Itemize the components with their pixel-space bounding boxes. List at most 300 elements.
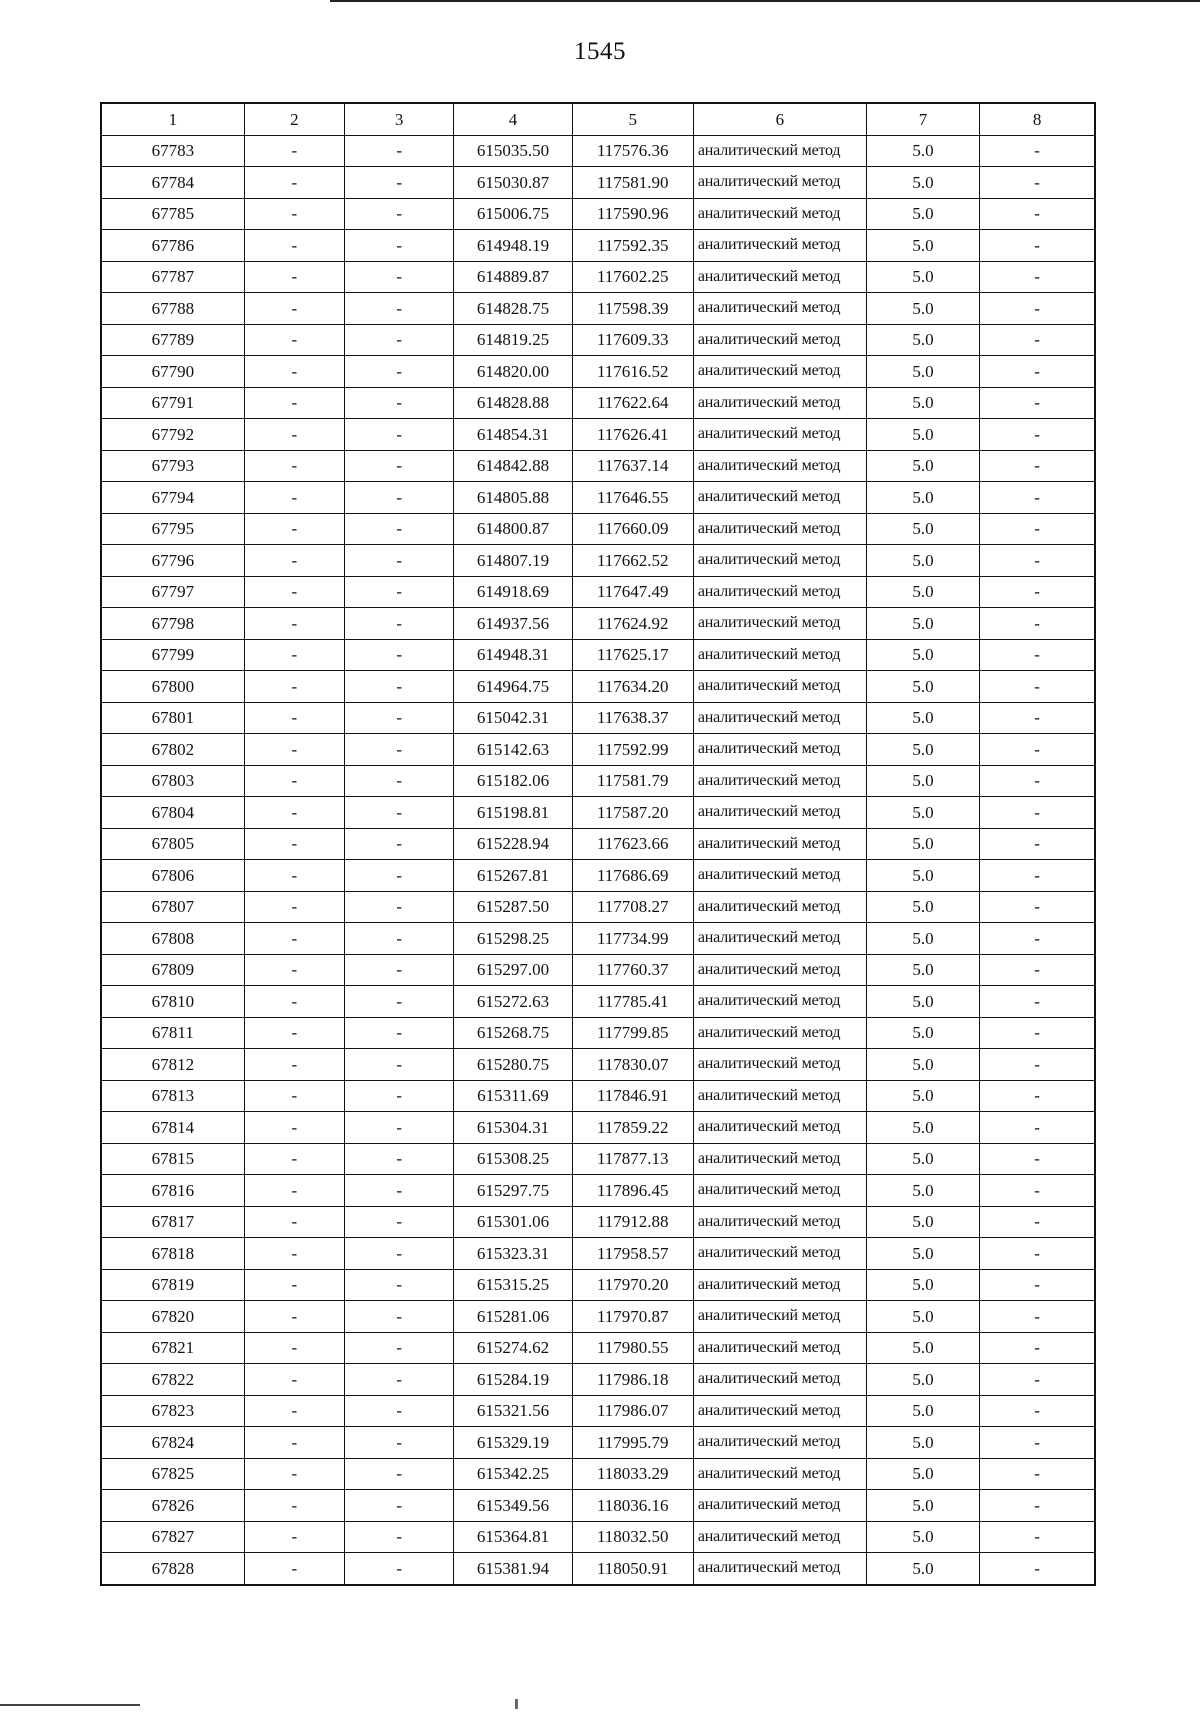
point-number-cell: 67802 — [101, 734, 244, 766]
col-2-cell: - — [244, 198, 344, 230]
accuracy-cell: 5.0 — [866, 923, 979, 955]
method-cell: аналитический метод — [693, 576, 866, 608]
col-2-cell: - — [244, 860, 344, 892]
method-cell: аналитический метод — [693, 765, 866, 797]
accuracy-cell: 5.0 — [866, 198, 979, 230]
coord-x-cell: 615142.63 — [454, 734, 572, 766]
accuracy-cell: 5.0 — [866, 1206, 979, 1238]
col-3-cell: - — [345, 1427, 454, 1459]
accuracy-cell: 5.0 — [866, 1112, 979, 1144]
coord-y-cell: 117626.41 — [572, 419, 693, 451]
coord-y-cell: 117592.99 — [572, 734, 693, 766]
method-cell: аналитический метод — [693, 1017, 866, 1049]
coord-x-cell: 614828.75 — [454, 293, 572, 325]
method-cell: аналитический метод — [693, 1175, 866, 1207]
coord-y-cell: 117587.20 — [572, 797, 693, 829]
table-row — [101, 198, 1095, 230]
col-8-cell: - — [980, 261, 1095, 293]
col-8-cell: - — [980, 1301, 1095, 1333]
accuracy-cell: 5.0 — [866, 986, 979, 1018]
coord-y-cell: 117638.37 — [572, 702, 693, 734]
col-2-cell: - — [244, 1301, 344, 1333]
accuracy-cell: 5.0 — [866, 1427, 979, 1459]
point-number-cell: 67821 — [101, 1332, 244, 1364]
point-number-cell: 67795 — [101, 513, 244, 545]
col-8-cell: - — [980, 387, 1095, 419]
col-2-cell: - — [244, 986, 344, 1018]
coord-x-cell: 615274.62 — [454, 1332, 572, 1364]
col-3-cell: - — [345, 765, 454, 797]
accuracy-cell: 5.0 — [866, 671, 979, 703]
accuracy-cell: 5.0 — [866, 482, 979, 514]
col-8-cell: - — [980, 797, 1095, 829]
coord-x-cell: 615297.75 — [454, 1175, 572, 1207]
col-3-cell: - — [345, 1490, 454, 1522]
col-3-cell: - — [345, 986, 454, 1018]
col-8-cell: - — [980, 1112, 1095, 1144]
col-3-cell: - — [345, 639, 454, 671]
col-8-cell: - — [980, 1143, 1095, 1175]
col-3-cell: - — [345, 1080, 454, 1112]
method-cell: аналитический метод — [693, 608, 866, 640]
point-number-cell: 67823 — [101, 1395, 244, 1427]
accuracy-cell: 5.0 — [866, 828, 979, 860]
method-cell: аналитический метод — [693, 387, 866, 419]
coord-x-cell: 614842.88 — [454, 450, 572, 482]
accuracy-cell: 5.0 — [866, 860, 979, 892]
table-row — [101, 1301, 1095, 1333]
col-2-cell: - — [244, 293, 344, 325]
accuracy-cell: 5.0 — [866, 324, 979, 356]
table-row — [101, 1143, 1095, 1175]
col-2-cell: - — [244, 608, 344, 640]
method-cell: аналитический метод — [693, 1332, 866, 1364]
coord-x-cell: 615272.63 — [454, 986, 572, 1018]
col-8-cell: - — [980, 1364, 1095, 1396]
table-row — [101, 576, 1095, 608]
accuracy-cell: 5.0 — [866, 702, 979, 734]
method-cell: аналитический метод — [693, 1553, 866, 1585]
table-row — [101, 1490, 1095, 1522]
accuracy-cell: 5.0 — [866, 1017, 979, 1049]
col-8-cell: - — [980, 1269, 1095, 1301]
coord-y-cell: 117634.20 — [572, 671, 693, 703]
coord-x-cell: 615182.06 — [454, 765, 572, 797]
table-row — [101, 954, 1095, 986]
coord-y-cell: 117785.41 — [572, 986, 693, 1018]
col-8-cell: - — [980, 1553, 1095, 1585]
coord-y-cell: 117592.35 — [572, 230, 693, 262]
method-cell: аналитический метод — [693, 324, 866, 356]
table-row — [101, 1017, 1095, 1049]
coord-y-cell: 117647.49 — [572, 576, 693, 608]
coord-y-cell: 117602.25 — [572, 261, 693, 293]
coord-y-cell: 117970.87 — [572, 1301, 693, 1333]
coord-y-cell: 117590.96 — [572, 198, 693, 230]
col-8-cell: - — [980, 135, 1095, 167]
coord-y-cell: 117896.45 — [572, 1175, 693, 1207]
col-8-cell: - — [980, 450, 1095, 482]
point-number-cell: 67806 — [101, 860, 244, 892]
accuracy-cell: 5.0 — [866, 167, 979, 199]
table-row — [101, 1521, 1095, 1553]
point-number-cell: 67805 — [101, 828, 244, 860]
method-cell: аналитический метод — [693, 639, 866, 671]
coord-x-cell: 614828.88 — [454, 387, 572, 419]
coord-y-cell: 117686.69 — [572, 860, 693, 892]
accuracy-cell: 5.0 — [866, 230, 979, 262]
col-3-cell: - — [345, 1017, 454, 1049]
table-row — [101, 482, 1095, 514]
table-row — [101, 1269, 1095, 1301]
method-cell: аналитический метод — [693, 293, 866, 325]
col-2-cell: - — [244, 797, 344, 829]
column-header: 6 — [693, 103, 866, 135]
col-3-cell: - — [345, 1332, 454, 1364]
coord-y-cell: 117830.07 — [572, 1049, 693, 1081]
col-8-cell: - — [980, 1395, 1095, 1427]
point-number-cell: 67792 — [101, 419, 244, 451]
col-2-cell: - — [244, 671, 344, 703]
col-2-cell: - — [244, 1175, 344, 1207]
accuracy-cell: 5.0 — [866, 1490, 979, 1522]
col-8-cell: - — [980, 167, 1095, 199]
col-8-cell: - — [980, 419, 1095, 451]
col-2-cell: - — [244, 1490, 344, 1522]
method-cell: аналитический метод — [693, 734, 866, 766]
table-row — [101, 1332, 1095, 1364]
coord-x-cell: 615349.56 — [454, 1490, 572, 1522]
table-row — [101, 356, 1095, 388]
coord-x-cell: 614889.87 — [454, 261, 572, 293]
col-3-cell: - — [345, 198, 454, 230]
table-row — [101, 261, 1095, 293]
coord-x-cell: 615381.94 — [454, 1553, 572, 1585]
coord-x-cell: 615280.75 — [454, 1049, 572, 1081]
point-number-cell: 67803 — [101, 765, 244, 797]
col-2-cell: - — [244, 1080, 344, 1112]
table-row — [101, 167, 1095, 199]
point-number-cell: 67822 — [101, 1364, 244, 1396]
accuracy-cell: 5.0 — [866, 135, 979, 167]
point-number-cell: 67804 — [101, 797, 244, 829]
accuracy-cell: 5.0 — [866, 1143, 979, 1175]
point-number-cell: 67798 — [101, 608, 244, 640]
column-header: 7 — [866, 103, 979, 135]
table-row — [101, 608, 1095, 640]
coord-x-cell: 614800.87 — [454, 513, 572, 545]
coord-x-cell: 615329.19 — [454, 1427, 572, 1459]
column-header: 2 — [244, 103, 344, 135]
table-row — [101, 1049, 1095, 1081]
coord-x-cell: 614948.19 — [454, 230, 572, 262]
point-number-cell: 67827 — [101, 1521, 244, 1553]
accuracy-cell: 5.0 — [866, 261, 979, 293]
col-2-cell: - — [244, 482, 344, 514]
method-cell: аналитический метод — [693, 513, 866, 545]
col-8-cell: - — [980, 1049, 1095, 1081]
col-3-cell: - — [345, 1269, 454, 1301]
col-2-cell: - — [244, 828, 344, 860]
method-cell: аналитический метод — [693, 1490, 866, 1522]
accuracy-cell: 5.0 — [866, 1049, 979, 1081]
method-cell: аналитический метод — [693, 797, 866, 829]
col-2-cell: - — [244, 1332, 344, 1364]
coord-y-cell: 117622.64 — [572, 387, 693, 419]
coord-x-cell: 614948.31 — [454, 639, 572, 671]
col-8-cell: - — [980, 860, 1095, 892]
point-number-cell: 67817 — [101, 1206, 244, 1238]
col-2-cell: - — [244, 324, 344, 356]
col-3-cell: - — [345, 797, 454, 829]
coord-x-cell: 614807.19 — [454, 545, 572, 577]
col-2-cell: - — [244, 702, 344, 734]
method-cell: аналитический метод — [693, 923, 866, 955]
method-cell: аналитический метод — [693, 1206, 866, 1238]
col-8-cell: - — [980, 608, 1095, 640]
table-row — [101, 765, 1095, 797]
accuracy-cell: 5.0 — [866, 797, 979, 829]
coord-y-cell: 117646.55 — [572, 482, 693, 514]
col-8-cell: - — [980, 702, 1095, 734]
point-number-cell: 67810 — [101, 986, 244, 1018]
method-cell: аналитический метод — [693, 1238, 866, 1270]
coord-x-cell: 614820.00 — [454, 356, 572, 388]
col-2-cell: - — [244, 261, 344, 293]
accuracy-cell: 5.0 — [866, 1364, 979, 1396]
coord-y-cell: 118032.50 — [572, 1521, 693, 1553]
accuracy-cell: 5.0 — [866, 1458, 979, 1490]
coord-x-cell: 615301.06 — [454, 1206, 572, 1238]
coord-x-cell: 614937.56 — [454, 608, 572, 640]
table-row — [101, 1458, 1095, 1490]
coord-x-cell: 614805.88 — [454, 482, 572, 514]
coord-x-cell: 614854.31 — [454, 419, 572, 451]
table-row — [101, 450, 1095, 482]
coordinates-table — [100, 102, 1096, 1586]
table-row — [101, 1175, 1095, 1207]
method-cell: аналитический метод — [693, 702, 866, 734]
col-3-cell: - — [345, 1364, 454, 1396]
table-row — [101, 923, 1095, 955]
method-cell: аналитический метод — [693, 1364, 866, 1396]
col-3-cell: - — [345, 1395, 454, 1427]
col-2-cell: - — [244, 230, 344, 262]
col-3-cell: - — [345, 1458, 454, 1490]
coord-y-cell: 118033.29 — [572, 1458, 693, 1490]
accuracy-cell: 5.0 — [866, 1269, 979, 1301]
method-cell: аналитический метод — [693, 450, 866, 482]
col-8-cell: - — [980, 513, 1095, 545]
col-2-cell: - — [244, 1427, 344, 1459]
column-header: 3 — [345, 103, 454, 135]
col-3-cell: - — [345, 891, 454, 923]
coord-x-cell: 615298.25 — [454, 923, 572, 955]
accuracy-cell: 5.0 — [866, 419, 979, 451]
col-8-cell: - — [980, 356, 1095, 388]
coord-x-cell: 615267.81 — [454, 860, 572, 892]
col-8-cell: - — [980, 1238, 1095, 1270]
col-8-cell: - — [980, 923, 1095, 955]
col-2-cell: - — [244, 1458, 344, 1490]
accuracy-cell: 5.0 — [866, 954, 979, 986]
point-number-cell: 67826 — [101, 1490, 244, 1522]
col-8-cell: - — [980, 639, 1095, 671]
table-header-row — [101, 103, 1095, 135]
table-row — [101, 1080, 1095, 1112]
coord-y-cell: 117624.92 — [572, 608, 693, 640]
point-number-cell: 67790 — [101, 356, 244, 388]
coord-y-cell: 117616.52 — [572, 356, 693, 388]
table-row — [101, 671, 1095, 703]
point-number-cell: 67800 — [101, 671, 244, 703]
col-3-cell: - — [345, 1049, 454, 1081]
column-header: 8 — [980, 103, 1095, 135]
method-cell: аналитический метод — [693, 167, 866, 199]
col-3-cell: - — [345, 954, 454, 986]
col-3-cell: - — [345, 923, 454, 955]
accuracy-cell: 5.0 — [866, 1301, 979, 1333]
col-3-cell: - — [345, 860, 454, 892]
table-row — [101, 1206, 1095, 1238]
coord-y-cell: 117912.88 — [572, 1206, 693, 1238]
column-header: 5 — [572, 103, 693, 135]
accuracy-cell: 5.0 — [866, 356, 979, 388]
table-row — [101, 1112, 1095, 1144]
coord-x-cell: 615268.75 — [454, 1017, 572, 1049]
table-row — [101, 828, 1095, 860]
col-2-cell: - — [244, 1364, 344, 1396]
point-number-cell: 67825 — [101, 1458, 244, 1490]
point-number-cell: 67785 — [101, 198, 244, 230]
point-number-cell: 67794 — [101, 482, 244, 514]
coord-y-cell: 117623.66 — [572, 828, 693, 860]
point-number-cell: 67812 — [101, 1049, 244, 1081]
method-cell: аналитический метод — [693, 261, 866, 293]
accuracy-cell: 5.0 — [866, 576, 979, 608]
table-row — [101, 734, 1095, 766]
col-8-cell: - — [980, 1175, 1095, 1207]
coord-y-cell: 117576.36 — [572, 135, 693, 167]
accuracy-cell: 5.0 — [866, 639, 979, 671]
col-8-cell: - — [980, 734, 1095, 766]
col-2-cell: - — [244, 1238, 344, 1270]
coord-x-cell: 615323.31 — [454, 1238, 572, 1270]
col-2-cell: - — [244, 513, 344, 545]
col-2-cell: - — [244, 1206, 344, 1238]
column-header: 1 — [101, 103, 244, 135]
accuracy-cell: 5.0 — [866, 891, 979, 923]
coord-x-cell: 614918.69 — [454, 576, 572, 608]
col-3-cell: - — [345, 1301, 454, 1333]
col-3-cell: - — [345, 1553, 454, 1585]
accuracy-cell: 5.0 — [866, 1395, 979, 1427]
point-number-cell: 67787 — [101, 261, 244, 293]
coord-y-cell: 117581.79 — [572, 765, 693, 797]
col-8-cell: - — [980, 671, 1095, 703]
col-8-cell: - — [980, 954, 1095, 986]
table-row — [101, 986, 1095, 1018]
point-number-cell: 67814 — [101, 1112, 244, 1144]
col-3-cell: - — [345, 450, 454, 482]
coord-x-cell: 615315.25 — [454, 1269, 572, 1301]
method-cell: аналитический метод — [693, 860, 866, 892]
point-number-cell: 67828 — [101, 1553, 244, 1585]
coord-y-cell: 117986.18 — [572, 1364, 693, 1396]
col-8-cell: - — [980, 1017, 1095, 1049]
table-row — [101, 230, 1095, 262]
table-row — [101, 513, 1095, 545]
accuracy-cell: 5.0 — [866, 608, 979, 640]
coord-x-cell: 614819.25 — [454, 324, 572, 356]
coord-y-cell: 117660.09 — [572, 513, 693, 545]
bottom-rule — [0, 1704, 140, 1706]
coord-y-cell: 117637.14 — [572, 450, 693, 482]
coord-y-cell: 117598.39 — [572, 293, 693, 325]
col-3-cell: - — [345, 356, 454, 388]
col-2-cell: - — [244, 1049, 344, 1081]
point-number-cell: 67824 — [101, 1427, 244, 1459]
col-3-cell: - — [345, 482, 454, 514]
col-2-cell: - — [244, 923, 344, 955]
accuracy-cell: 5.0 — [866, 1080, 979, 1112]
col-2-cell: - — [244, 135, 344, 167]
col-8-cell: - — [980, 482, 1095, 514]
col-2-cell: - — [244, 954, 344, 986]
method-cell: аналитический метод — [693, 1112, 866, 1144]
point-number-cell: 67811 — [101, 1017, 244, 1049]
col-2-cell: - — [244, 1521, 344, 1553]
col-2-cell: - — [244, 167, 344, 199]
coord-y-cell: 117877.13 — [572, 1143, 693, 1175]
coord-x-cell: 615304.31 — [454, 1112, 572, 1144]
col-2-cell: - — [244, 356, 344, 388]
coord-y-cell: 117662.52 — [572, 545, 693, 577]
table-row — [101, 1395, 1095, 1427]
coord-y-cell: 117625.17 — [572, 639, 693, 671]
col-8-cell: - — [980, 1206, 1095, 1238]
col-8-cell: - — [980, 1427, 1095, 1459]
col-8-cell: - — [980, 828, 1095, 860]
coord-y-cell: 117734.99 — [572, 923, 693, 955]
coord-x-cell: 615297.00 — [454, 954, 572, 986]
col-8-cell: - — [980, 576, 1095, 608]
coord-x-cell: 615228.94 — [454, 828, 572, 860]
method-cell: аналитический метод — [693, 1458, 866, 1490]
method-cell: аналитический метод — [693, 1301, 866, 1333]
table-row — [101, 324, 1095, 356]
col-8-cell: - — [980, 1080, 1095, 1112]
coord-y-cell: 117859.22 — [572, 1112, 693, 1144]
col-3-cell: - — [345, 293, 454, 325]
method-cell: аналитический метод — [693, 986, 866, 1018]
accuracy-cell: 5.0 — [866, 513, 979, 545]
point-number-cell: 67784 — [101, 167, 244, 199]
point-number-cell: 67819 — [101, 1269, 244, 1301]
method-cell: аналитический метод — [693, 198, 866, 230]
point-number-cell: 67789 — [101, 324, 244, 356]
table-body — [101, 135, 1095, 1585]
coord-y-cell: 118050.91 — [572, 1553, 693, 1585]
point-number-cell: 67799 — [101, 639, 244, 671]
col-8-cell: - — [980, 1521, 1095, 1553]
col-2-cell: - — [244, 1017, 344, 1049]
method-cell: аналитический метод — [693, 1395, 866, 1427]
point-number-cell: 67816 — [101, 1175, 244, 1207]
accuracy-cell: 5.0 — [866, 1521, 979, 1553]
col-3-cell: - — [345, 1175, 454, 1207]
top-rule — [330, 0, 1200, 2]
